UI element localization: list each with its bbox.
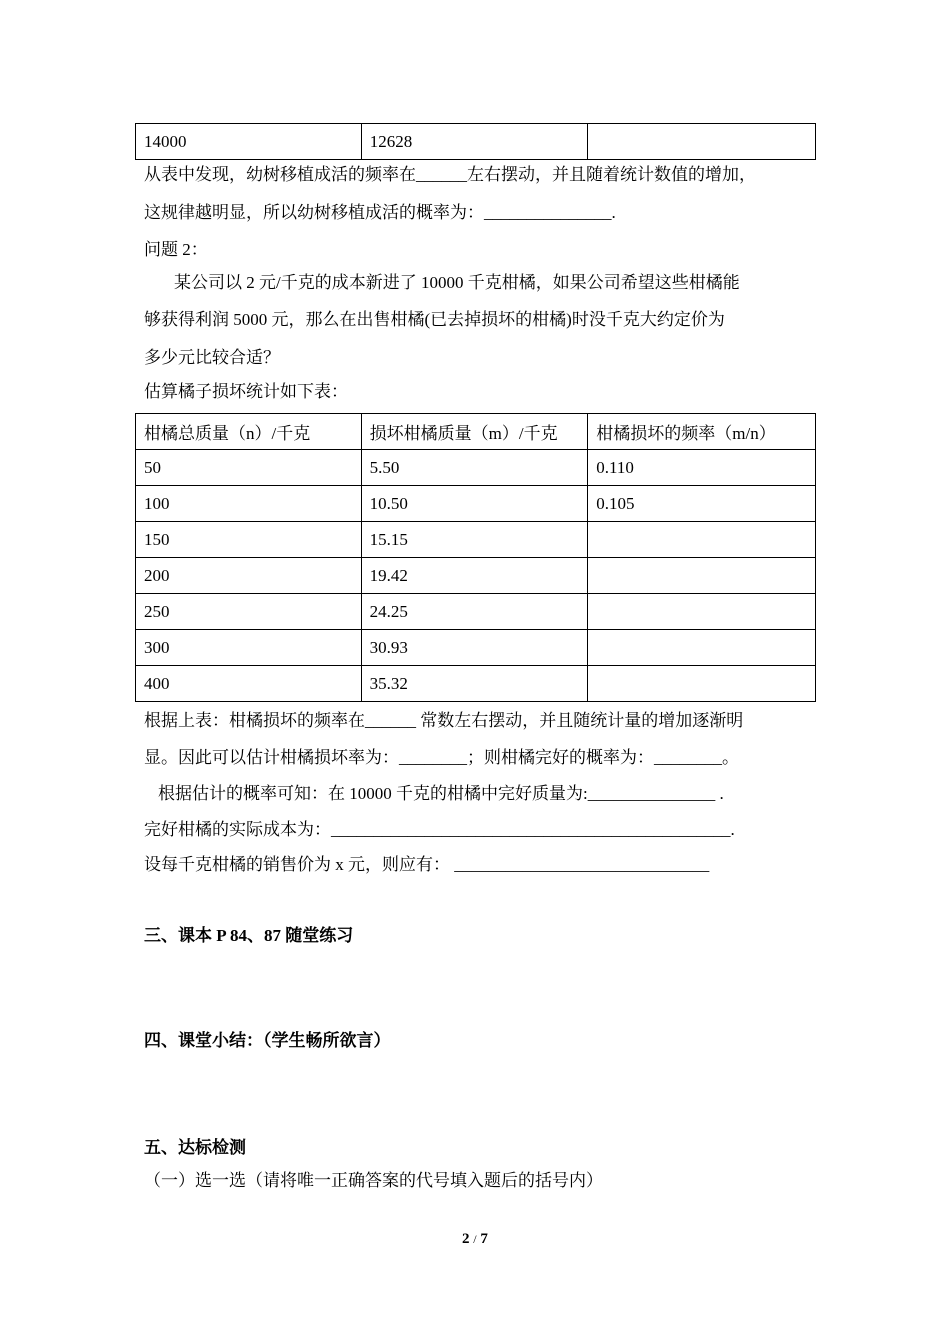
table-row <box>136 666 816 702</box>
section-heading: 四、课堂小结：（学生畅所欲言） <box>144 1031 391 1050</box>
table-header-row <box>136 414 816 450</box>
current-page: 2 <box>462 1231 470 1247</box>
table-cell: 19.42 <box>361 558 588 594</box>
table-cell: 10.50 <box>361 486 588 522</box>
table-header-cell: 柑橘总质量（n）/千克 <box>136 414 362 450</box>
table-row <box>136 630 816 666</box>
table-cell: 200 <box>136 558 362 594</box>
table-cell <box>588 522 816 558</box>
page-number <box>462 1227 488 1251</box>
table-cell: 35.32 <box>361 666 588 702</box>
table-cell: 150 <box>136 522 362 558</box>
table-cell: 5.50 <box>361 450 588 486</box>
table-row <box>136 558 816 594</box>
table-cell <box>588 558 816 594</box>
table-row <box>136 486 816 522</box>
table-row <box>136 522 816 558</box>
paragraph-line: 这规律越明显，所以幼树移植成活的概率为：_______________. <box>144 203 616 222</box>
section-heading: 三、课本 P 84、87 随堂练习 <box>144 926 354 945</box>
paragraph-line: 够获得利润 5000 元，那么在出售柑橘(已去掉损坏的柑橘)时没千克大约定价为 <box>144 310 725 329</box>
table-header-cell: 柑橘损坏的频率（m/n） <box>588 414 816 450</box>
table-row <box>136 594 816 630</box>
top-table <box>135 123 816 160</box>
table-cell: 400 <box>136 666 362 702</box>
paragraph-line: 根据上表：柑橘损坏的频率在______ 常数左右摆动，并且随统计量的增加逐渐明 <box>144 711 744 730</box>
section-heading: 五、达标检测 <box>144 1138 246 1157</box>
paragraph-line: 设每千克柑橘的销售价为 x 元，则应有： ______________________________ <box>144 855 710 874</box>
table-cell <box>588 666 816 702</box>
table-cell <box>588 124 816 160</box>
table-cell: 300 <box>136 630 362 666</box>
paragraph-line: 完好柑橘的实际成本为：_______________________________________________. <box>144 820 735 839</box>
table-header-cell: 损坏柑橘质量（m）/千克 <box>361 414 588 450</box>
table-row <box>136 124 816 160</box>
table-cell: 100 <box>136 486 362 522</box>
table-cell: 15.15 <box>361 522 588 558</box>
table-cell: 24.25 <box>361 594 588 630</box>
table-cell: 250 <box>136 594 362 630</box>
table-cell: 30.93 <box>361 630 588 666</box>
table-cell: 12628 <box>361 124 588 160</box>
table-cell <box>588 630 816 666</box>
question-heading: 问题 2： <box>144 240 208 259</box>
paragraph-line: 根据估计的概率可知：在 10000 千克的柑橘中完好质量为:_______________ . <box>158 784 724 803</box>
paragraph-line: 某公司以 2 元/千克的成本新进了 10000 千克柑橘，如果公司希望这些柑橘能 <box>174 273 740 292</box>
paragraph-line: 显。因此可以估计柑橘损坏率为：________；则柑橘完好的概率为：________。 <box>144 748 739 767</box>
total-pages: 7 <box>480 1231 488 1247</box>
orange-damage-table <box>135 413 816 702</box>
paragraph-line: 从表中发现，幼树移植成活的频率在______左右摆动，并且随着统计数值的增加， <box>144 165 756 184</box>
table-intro: 估算橘子损坏统计如下表： <box>144 382 348 401</box>
subsection-heading: （一）选一选（请将唯一正确答案的代号填入题后的括号内） <box>144 1171 603 1190</box>
paragraph-line: 多少元比较合适？ <box>144 348 280 367</box>
page-separator: / <box>473 1232 477 1246</box>
table-cell <box>588 594 816 630</box>
table-cell: 0.105 <box>588 486 816 522</box>
table-cell: 14000 <box>136 124 362 160</box>
table-row <box>136 450 816 486</box>
table-cell: 0.110 <box>588 450 816 486</box>
table-cell: 50 <box>136 450 362 486</box>
